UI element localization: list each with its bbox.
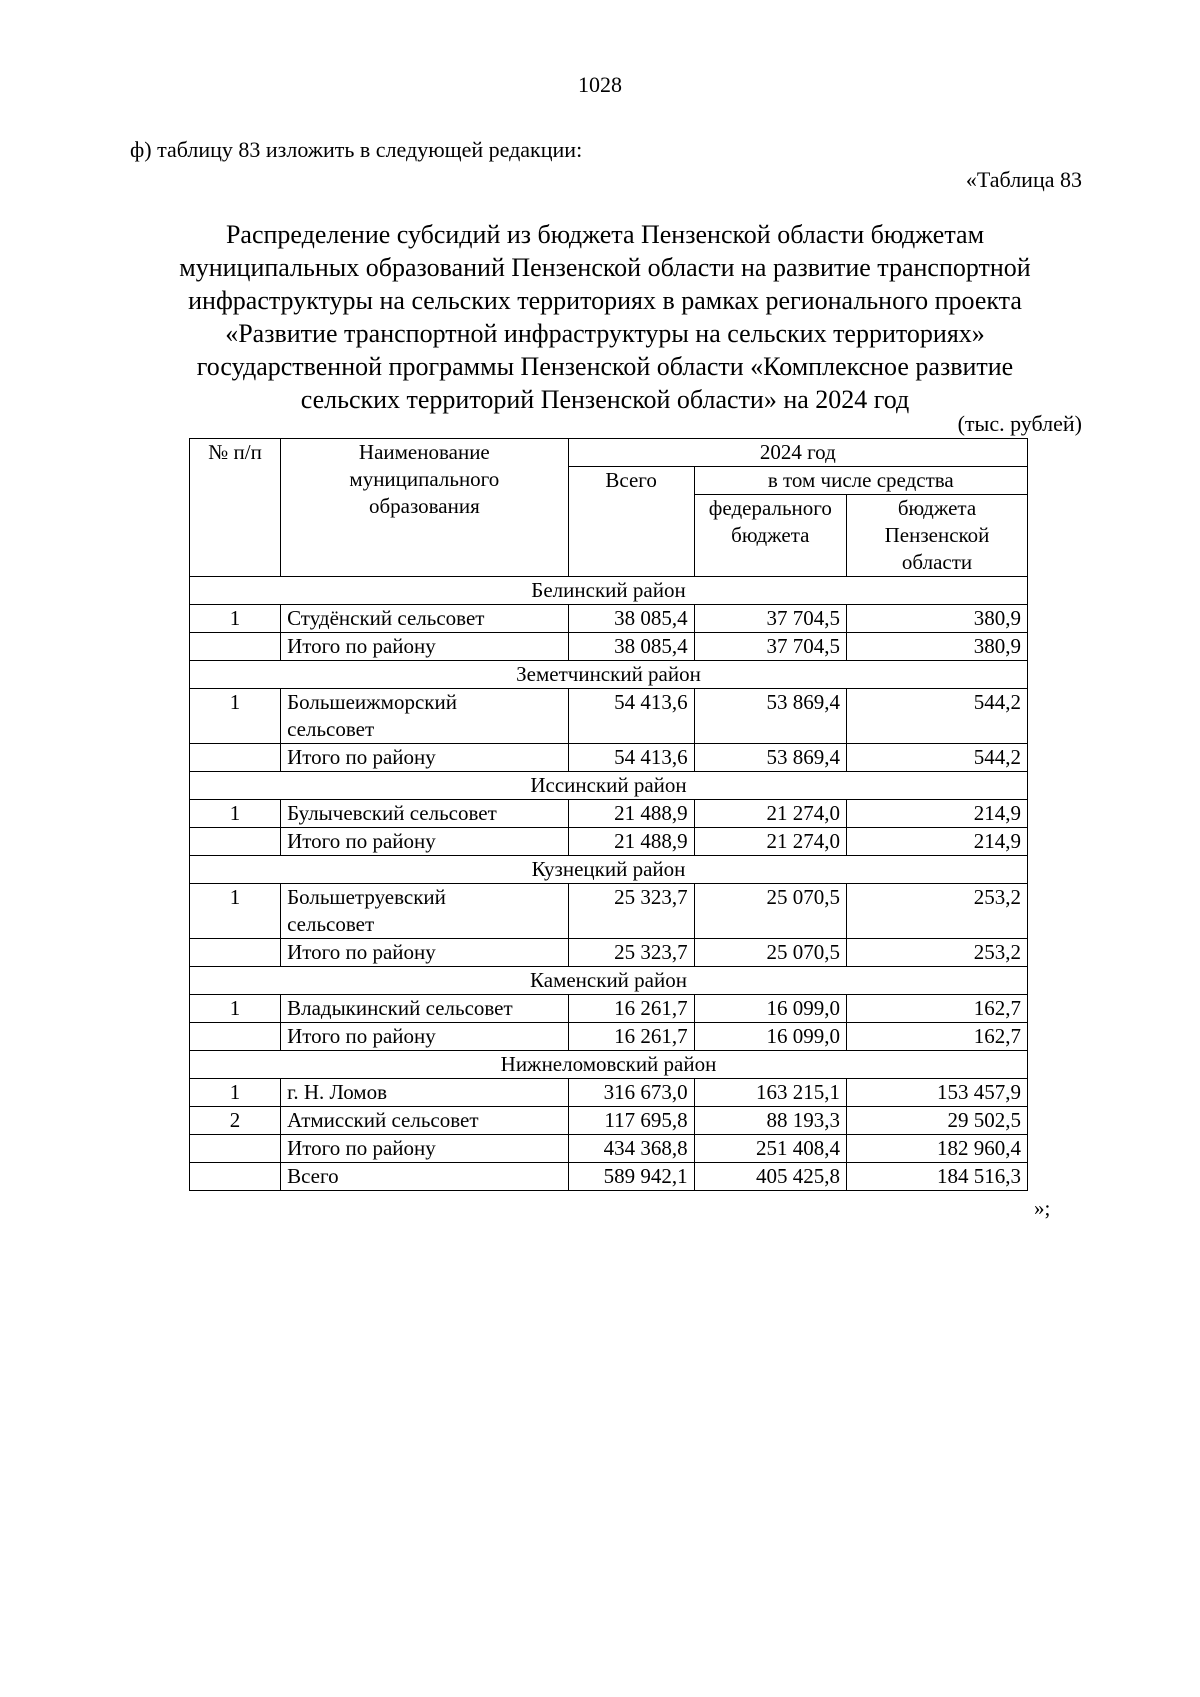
- row-name-line: Итого по району: [287, 829, 436, 853]
- page-number: 1028: [578, 72, 622, 97]
- district-header-row: [190, 772, 1028, 800]
- row-regional: 253,2: [847, 884, 1028, 939]
- row-total: 16 261,7: [568, 995, 694, 1023]
- row-total: 316 673,0: [568, 1079, 694, 1107]
- district-name: Нижнеломовский район: [190, 1051, 1028, 1079]
- row-federal: 163 215,1: [694, 1079, 846, 1107]
- table-row: [190, 939, 1028, 967]
- row-regional: 380,9: [847, 605, 1028, 633]
- row-federal: 16 099,0: [694, 995, 846, 1023]
- row-total: 38 085,4: [568, 633, 694, 661]
- row-name-line: г. Н. Ломов: [287, 1080, 388, 1104]
- row-name-line: Большетруевский: [287, 885, 446, 909]
- row-total: 54 413,6: [568, 744, 694, 772]
- row-name-line: Итого по району: [287, 1136, 436, 1160]
- document-title: [110, 218, 1100, 416]
- row-num: [190, 1135, 281, 1163]
- row-name: [281, 605, 569, 633]
- header-name-line: образования: [368, 494, 480, 518]
- district-name: Земетчинский район: [190, 661, 1028, 689]
- row-total: 21 488,9: [568, 828, 694, 856]
- header-num: № п/п: [190, 439, 281, 577]
- row-total: 54 413,6: [568, 689, 694, 744]
- title-line: государственной программы Пензенской области «Комплексное развитие: [196, 352, 1014, 381]
- row-name-line: Булычевский сельсовет: [287, 801, 497, 825]
- row-federal: 37 704,5: [694, 633, 846, 661]
- title-line: Распределение субсидий из бюджета Пензенской области бюджетам: [225, 220, 985, 249]
- row-total: 16 261,7: [568, 1023, 694, 1051]
- row-name: [281, 633, 569, 661]
- district-name: Кузнецкий район: [190, 856, 1028, 884]
- header-name-line: муниципального: [349, 467, 500, 491]
- row-name-line: Итого по району: [287, 1024, 436, 1048]
- table-row: [190, 689, 1028, 744]
- header-name-line: Наименование: [358, 440, 490, 464]
- row-name: [281, 800, 569, 828]
- subsidy-table: [189, 438, 1028, 1191]
- closing-quote: »;: [1034, 1196, 1051, 1220]
- row-regional: 214,9: [847, 828, 1028, 856]
- header-regional-line: Пензенской: [884, 523, 990, 547]
- row-num: [190, 633, 281, 661]
- row-num: 1: [190, 689, 281, 744]
- row-total: 38 085,4: [568, 605, 694, 633]
- header-including: в том числе средства: [694, 467, 1027, 495]
- row-federal: 53 869,4: [694, 689, 846, 744]
- row-name: [281, 744, 569, 772]
- row-federal: 21 274,0: [694, 800, 846, 828]
- table-row: [190, 995, 1028, 1023]
- row-federal: 251 408,4: [694, 1135, 846, 1163]
- row-num: 1: [190, 605, 281, 633]
- header-regional-line: области: [901, 550, 973, 574]
- row-name-line: Большеижморский: [287, 690, 457, 714]
- table-header: [190, 439, 1028, 577]
- table-row: [190, 1079, 1028, 1107]
- row-federal: 25 070,5: [694, 939, 846, 967]
- row-name: [281, 1079, 569, 1107]
- table-label: «Таблица 83: [965, 167, 1082, 192]
- row-regional: 182 960,4: [847, 1135, 1028, 1163]
- row-regional: 162,7: [847, 995, 1028, 1023]
- header-federal-line: федерального: [708, 496, 832, 520]
- row-regional: 544,2: [847, 689, 1028, 744]
- table-row: [190, 1163, 1028, 1191]
- header-federal-line: бюджета: [731, 523, 810, 547]
- intro-text: ф) таблицу 83 изложить в следующей редакции:: [130, 137, 583, 162]
- row-federal: 37 704,5: [694, 605, 846, 633]
- row-num: 1: [190, 995, 281, 1023]
- row-federal: 88 193,3: [694, 1107, 846, 1135]
- district-header-row: [190, 967, 1028, 995]
- district-header-row: [190, 856, 1028, 884]
- row-total: 25 323,7: [568, 939, 694, 967]
- row-federal: 53 869,4: [694, 744, 846, 772]
- row-regional: 253,2: [847, 939, 1028, 967]
- district-name: Белинский район: [190, 577, 1028, 605]
- row-num: [190, 1163, 281, 1191]
- title-line: «Развитие транспортной инфраструктуры на сельских территориях»: [225, 319, 985, 348]
- row-num: [190, 828, 281, 856]
- row-num: 2: [190, 1107, 281, 1135]
- table-row: [190, 884, 1028, 939]
- row-federal: 25 070,5: [694, 884, 846, 939]
- row-total: 589 942,1: [568, 1163, 694, 1191]
- row-name-line: Атмисский сельсовет: [287, 1108, 479, 1132]
- header-regional: [847, 495, 1028, 577]
- row-name: [281, 939, 569, 967]
- row-total: 117 695,8: [568, 1107, 694, 1135]
- row-federal: 16 099,0: [694, 1023, 846, 1051]
- row-regional: 214,9: [847, 800, 1028, 828]
- header-total: Всего: [568, 467, 694, 577]
- header-name: [281, 439, 569, 577]
- row-name-line: Итого по району: [287, 745, 436, 769]
- row-name-line: сельсовет: [287, 912, 375, 936]
- table-row: [190, 828, 1028, 856]
- row-num: [190, 1023, 281, 1051]
- row-regional: 184 516,3: [847, 1163, 1028, 1191]
- row-num: 1: [190, 800, 281, 828]
- table-row: [190, 1135, 1028, 1163]
- title-line: сельских территорий Пензенской области» на 2024 год: [300, 385, 910, 414]
- district-header-row: [190, 661, 1028, 689]
- row-name: [281, 1107, 569, 1135]
- row-total: 434 368,8: [568, 1135, 694, 1163]
- row-name-line: Всего: [287, 1164, 339, 1188]
- row-name-line: Итого по району: [287, 940, 436, 964]
- table-body: [190, 577, 1028, 1191]
- table-row: [190, 744, 1028, 772]
- row-name: [281, 884, 569, 939]
- district-header-row: [190, 1051, 1028, 1079]
- row-regional: 544,2: [847, 744, 1028, 772]
- row-name: [281, 1163, 569, 1191]
- row-num: [190, 744, 281, 772]
- row-regional: 153 457,9: [847, 1079, 1028, 1107]
- row-federal: 405 425,8: [694, 1163, 846, 1191]
- table-row: [190, 1107, 1028, 1135]
- header-federal: [694, 495, 846, 577]
- row-total: 25 323,7: [568, 884, 694, 939]
- row-name: [281, 689, 569, 744]
- row-total: 21 488,9: [568, 800, 694, 828]
- table-row: [190, 605, 1028, 633]
- table-row: [190, 800, 1028, 828]
- row-regional: 162,7: [847, 1023, 1028, 1051]
- row-name-line: Студёнский сельсовет: [287, 606, 485, 630]
- district-header-row: [190, 577, 1028, 605]
- title-line: инфраструктуры на сельских территориях в рамках регионального проекта: [188, 286, 1022, 315]
- row-regional: 29 502,5: [847, 1107, 1028, 1135]
- row-federal: 21 274,0: [694, 828, 846, 856]
- units-label: (тыс. рублей): [957, 411, 1082, 436]
- row-num: 1: [190, 884, 281, 939]
- row-num: [190, 939, 281, 967]
- row-name: [281, 1135, 569, 1163]
- table-row: [190, 633, 1028, 661]
- row-name: [281, 1023, 569, 1051]
- row-name-line: Итого по району: [287, 634, 436, 658]
- district-name: Каменский район: [190, 967, 1028, 995]
- row-name-line: Владыкинский сельсовет: [287, 996, 513, 1020]
- header-regional-line: бюджета: [897, 496, 977, 520]
- header-year: 2024 год: [568, 439, 1027, 467]
- row-name-line: сельсовет: [287, 717, 375, 741]
- row-name: [281, 828, 569, 856]
- row-regional: 380,9: [847, 633, 1028, 661]
- title-line: муниципальных образований Пензенской области на развитие транспортной: [179, 253, 1031, 282]
- row-name: [281, 995, 569, 1023]
- district-name: Иссинский район: [190, 772, 1028, 800]
- row-num: 1: [190, 1079, 281, 1107]
- table-row: [190, 1023, 1028, 1051]
